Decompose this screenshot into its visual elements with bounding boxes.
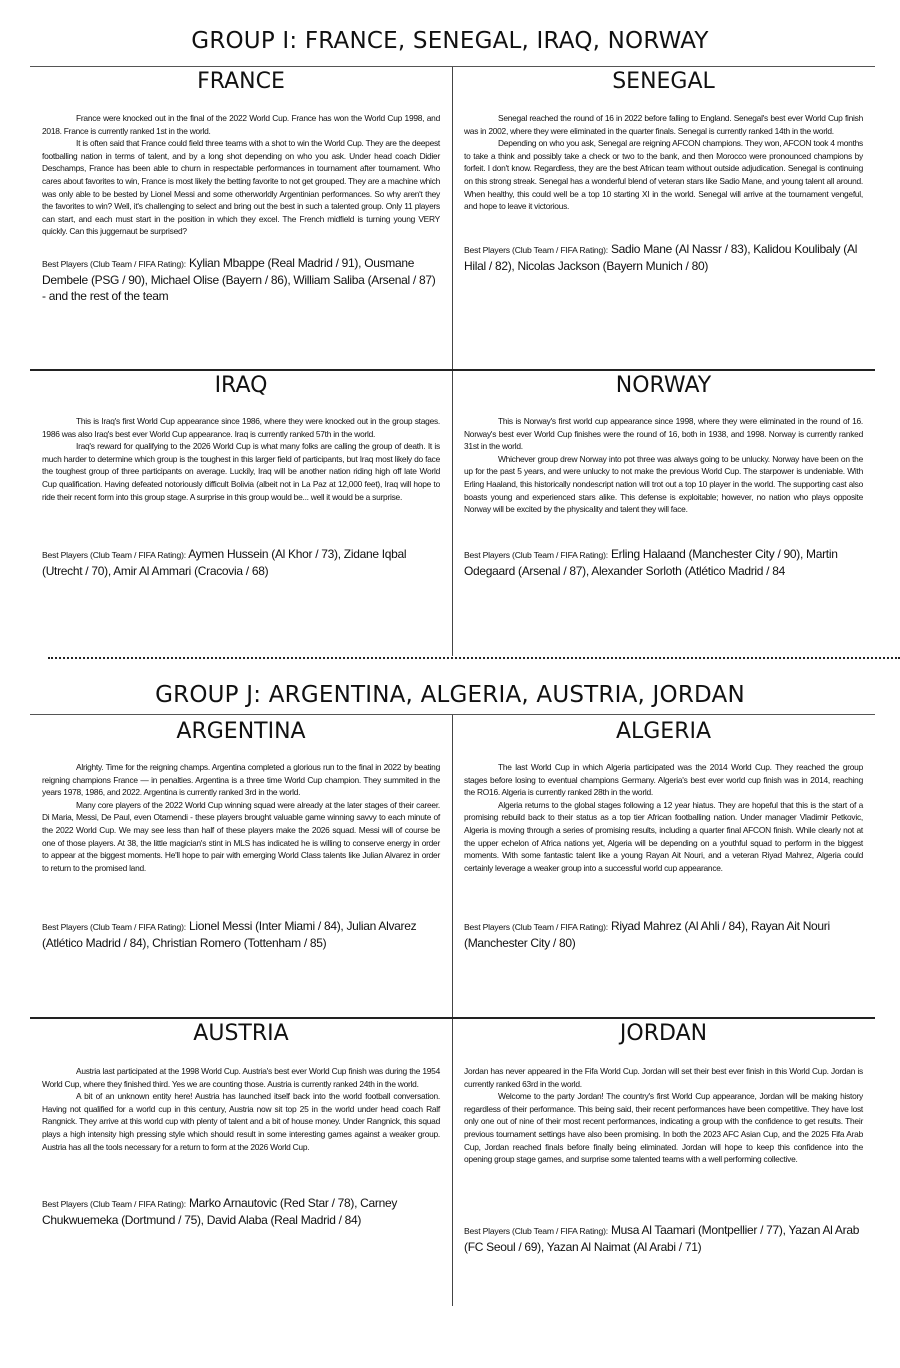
best-players-label: Best Players (Club Team / FIFA Rating): bbox=[464, 1226, 608, 1236]
team-description bbox=[42, 112, 440, 238]
paragraph: Jordan has never appeared in the Fifa World Cup. Jordan will set their best ever finish in this World Cup. Jordan is currently ranked 63rd in the world. bbox=[464, 1066, 863, 1089]
team-norway bbox=[452, 371, 875, 656]
paragraph: Whichever group drew Norway into pot three was always going to be unlucky. Norway have been on the up for the past 5 years, and were unlucky to not make the previous World Cup. The starpower is undeniable. With Erling Haaland, this historically nondescript nation will trot out a top 10 player in the world. The supporting cast also boasts young and experienced stars alike. This defense is exploitable; however, no nation who plays opposite Norway will be excited by the physicality and talent they will face. bbox=[464, 453, 863, 515]
paragraph: This is Iraq's first World Cup appearance since 1986, where they were knocked out in the group stages. 1986 was also Iraq's best ever World Cup appearance. Iraq is currently ranked 57th in the world. bbox=[42, 416, 440, 439]
group-i-title: GROUP I: FRANCE, SENEGAL, IRAQ, NORWAY bbox=[191, 28, 709, 54]
team-description bbox=[464, 761, 863, 874]
team-name: JORDAN bbox=[619, 1021, 708, 1046]
team-description bbox=[464, 1065, 863, 1166]
best-players bbox=[42, 255, 440, 304]
team-argentina bbox=[30, 715, 452, 1017]
best-players-label: Best Players (Club Team / FIFA Rating): bbox=[42, 259, 186, 269]
group-j-title: GROUP J: ARGENTINA, ALGERIA, AUSTRIA, JORDAN bbox=[155, 682, 745, 708]
team-name: ALGERIA bbox=[615, 719, 712, 744]
best-players-list: Sadio Mane (Al Nassr / 83), Kalidou Koulibaly (Al Hilal / 82), Nicolas Jackson (Bayern Munich / 80) bbox=[464, 242, 858, 273]
best-players bbox=[42, 918, 440, 951]
group-separator bbox=[48, 657, 900, 659]
best-players-list: Marko Arnautovic (Red Star / 78), Carney Chukwuemeka (Dortmund / 75), David Alaba (Real Madrid / 84) bbox=[42, 1196, 398, 1227]
team-description bbox=[42, 761, 440, 874]
team-description bbox=[464, 112, 863, 213]
paragraph: A bit of an unknown entity here! Austria has launched itself back into the world football conversation. Having not qualified for a world cup in this century, Austria now sit top 25 in the world under head coach Ralf Rangnick. They arrive at this world cup with plenty of talent and a bit of house money. Under Rangnick, this squad plays a high intensity high pressing style which should result in some interesting games against a weaker group. Austria has all the tools necessary for a return to form at the 2026 World Cup. bbox=[42, 1091, 440, 1152]
paragraph: Algeria returns to the global stages following a 12 year hiatus. They are hopeful that this is the start of a promising rebuild back to their status as a top tier African footballing nation. Under manager Vladimir Petkovic, Algeria is moving through a series of promising results, including a quarter final AFCON finish. While clearly not at the upper echelon of Africa nations yet, Algeria will be depending on a youthful squad to perform in the biggest moments. With some fantastic talent like a young Rayan Ait Nouri, and a veteran Riyad Mahrez, Algeria could certainly leverage a weaker group into a successful world cup appearance. bbox=[464, 799, 863, 873]
paragraph: The last World Cup in which Algeria participated was the 2014 World Cup. They reached the group stages before losing to eventual champions Germany. Algeria's best ever world cup finish was in 2014, reaching the RO16. Algeria is currently ranked 28th in the world. bbox=[464, 762, 863, 798]
team-name: IRAQ bbox=[214, 373, 268, 398]
paragraph: Depending on who you ask, Senegal are reigning AFCON champions. They won, AFCON took 4 months to take a think and possibly take a check or two to the bank, and then Morocco were pronounced champions by forfeit. I don't know. Regardless, they are the best African team without outside adjudication. Senegal is continuing on this strong streak. Senegal has a wonderful blend of veteran stars like Sadio Mane, and young talent all around. When healthy, this could well be a top 10 starting XI in the world. Senegal will arrive at the tournament vengeful, and hope to leave it victorious. bbox=[464, 138, 863, 212]
best-players-label: Best Players (Club Team / FIFA Rating): bbox=[42, 1199, 186, 1209]
team-name: SENEGAL bbox=[612, 69, 715, 94]
paragraph: Welcome to the party Jordan! The country's first World Cup appearance, Jordan will be making history regardless of their performance. This being said, their recent performances have been competitive. They have lost only one out of nine of their most recent performances, indicating a group with the confidence to get results. Their previous tournament settings have also been promising. In both the 2023 AFC Asian Cup, and the 2025 Fifa Arab Cup, Jordan reached finals before finally being eliminated. Jordan will hope to keep this confidence into the opening group stage games, and surprise some talented teams with a well performing collective. bbox=[464, 1091, 863, 1165]
team-name: ARGENTINA bbox=[176, 719, 306, 744]
paragraph: Alrighty. Time for the reigning champs. Argentina completed a glorious run to the final in 2022 by beating reigning champions France — in penalties. Argentina is a three time World Cup champion. They summited in the years 1978, 1986, and 2022. Argentina is currently ranked 3rd in the world. bbox=[42, 762, 440, 798]
best-players-label: Best Players (Club Team / FIFA Rating): bbox=[464, 550, 608, 560]
paragraph: Austria last participated at the 1998 World Cup. Austria's best ever World Cup finish was during the 1954 World Cup, where they finished third. Yes we are counting those. Austria is currently ranked 24th in the world. bbox=[42, 1066, 440, 1089]
best-players-list: Riyad Mahrez (Al Ahli / 84), Rayan Ait Nouri (Manchester City / 80) bbox=[464, 919, 830, 950]
team-france bbox=[30, 67, 452, 369]
best-players-list: Musa Al Taamari (Montpellier / 77), Yazan Al Arab (FC Seoul / 69), Yazan Al Naimat (Al Arabi / 71) bbox=[464, 1223, 860, 1254]
team-description bbox=[42, 415, 440, 503]
team-jordan bbox=[452, 1019, 875, 1306]
paragraph: France were knocked out in the final of the 2022 World Cup. France has won the World Cup 1998, and 2018. France is currently ranked 1st in the world. bbox=[42, 113, 440, 136]
team-description bbox=[464, 415, 863, 516]
best-players-label: Best Players (Club Team / FIFA Rating): bbox=[42, 550, 186, 560]
paragraph: Iraq's reward for qualifying to the 2026 World Cup is what many folks are calling the group of death. It is much harder to determine which group is the toughest in this larger field of participants, but Iraq most likely do face the toughest group of three participants on average. Luckily, Iraq will be another nation riding high off late World Cup qualification. Having defeated notoriously difficult Bolivia (albeit not in La Paz at 12,000 feet), Iraq will hope to ride their recent form into this group stage. A surprise in this group would be... well it would be a surprise. bbox=[42, 441, 440, 502]
best-players bbox=[42, 546, 440, 579]
team-name: AUSTRIA bbox=[193, 1021, 289, 1046]
best-players-list: Aymen Hussein (Al Khor / 73), Zidane Iqbal (Utrecht / 70), Amir Al Ammari (Cracovia / 68) bbox=[42, 547, 407, 578]
paragraph: Senegal reached the round of 16 in 2022 before falling to England. Senegal's best ever World Cup finish was in 2002, where they were eliminated in the quarter finals. Senegal is currently ranked 14th in the world. bbox=[464, 113, 863, 136]
team-name: NORWAY bbox=[615, 373, 712, 398]
best-players bbox=[464, 1222, 863, 1255]
team-austria bbox=[30, 1019, 452, 1306]
paragraph: This is Norway's first world cup appearance since 1998, where they were eliminated in the round of 16. Norway's best ever World Cup finishes were the round of 16, both in 1938, and 1998. Norway is currently ranked 31st in the world. bbox=[464, 416, 863, 452]
team-description bbox=[42, 1065, 440, 1153]
best-players-list: Erling Halaand (Manchester City / 90), Martin Odegaard (Arsenal / 87), Alexander Sorloth (Atlético Madrid / 84 bbox=[464, 547, 838, 578]
best-players-list: Kylian Mbappe (Real Madrid / 91), Ousmane Dembele (PSG / 90), Michael Olise (Bayern / 86), William Saliba (Arsenal / 87) - and the rest of the team bbox=[42, 256, 436, 303]
best-players bbox=[464, 241, 863, 274]
best-players-list: Lionel Messi (Inter Miami / 84), Julian Alvarez (Atlético Madrid / 84), Christian Romero (Tottenham / 85) bbox=[42, 919, 417, 950]
team-senegal bbox=[452, 67, 875, 369]
best-players-label: Best Players (Club Team / FIFA Rating): bbox=[42, 922, 186, 932]
best-players bbox=[464, 918, 863, 951]
team-algeria bbox=[452, 715, 875, 1017]
best-players bbox=[464, 546, 863, 579]
best-players-label: Best Players (Club Team / FIFA Rating): bbox=[464, 922, 608, 932]
best-players bbox=[42, 1195, 440, 1228]
team-name: FRANCE bbox=[197, 69, 285, 94]
best-players-label: Best Players (Club Team / FIFA Rating): bbox=[464, 245, 608, 255]
paragraph: It is often said that France could field three teams with a shot to win the World Cup. They are the deepest footballing nation in terms of talent, and by a long shot depending on who you ask. Under head coach Didier Deschamps, France has been able to churn in respectable performances in tournament after tournament. Who cares about favorites to win, France is most likely the betting favorite to not get grouped. They are a machine which was only able to be bested by Lionel Messi and some otherworldly Argentinian performances. So why aren't they the favorites to win? Well, it's challenging to select and bring out the best in such a talented group. Only 11 players can start, and each must start in the position in which they excel. The French midfield is turning young VERY quickly. Can this juggernaut be surprised? bbox=[42, 138, 440, 237]
team-iraq bbox=[30, 371, 452, 656]
paragraph: Many core players of the 2022 World Cup winning squad were already at the later stages of their career. Di Maria, Messi, De Paul, even Otamendi - these players brought valuable game winning savvy to each minute of the 2022 World Cup. We may see less than half of these players make the 2026 squad. Messi will of course be one of those players. At 38, the little magician's stint in MLS has indicated he is willing to conserve energy in order to appear at the biggest moments. He'll hope to pair with emerging World Class talents like Julian Alvarez in order to return to the promised land. bbox=[42, 799, 440, 873]
